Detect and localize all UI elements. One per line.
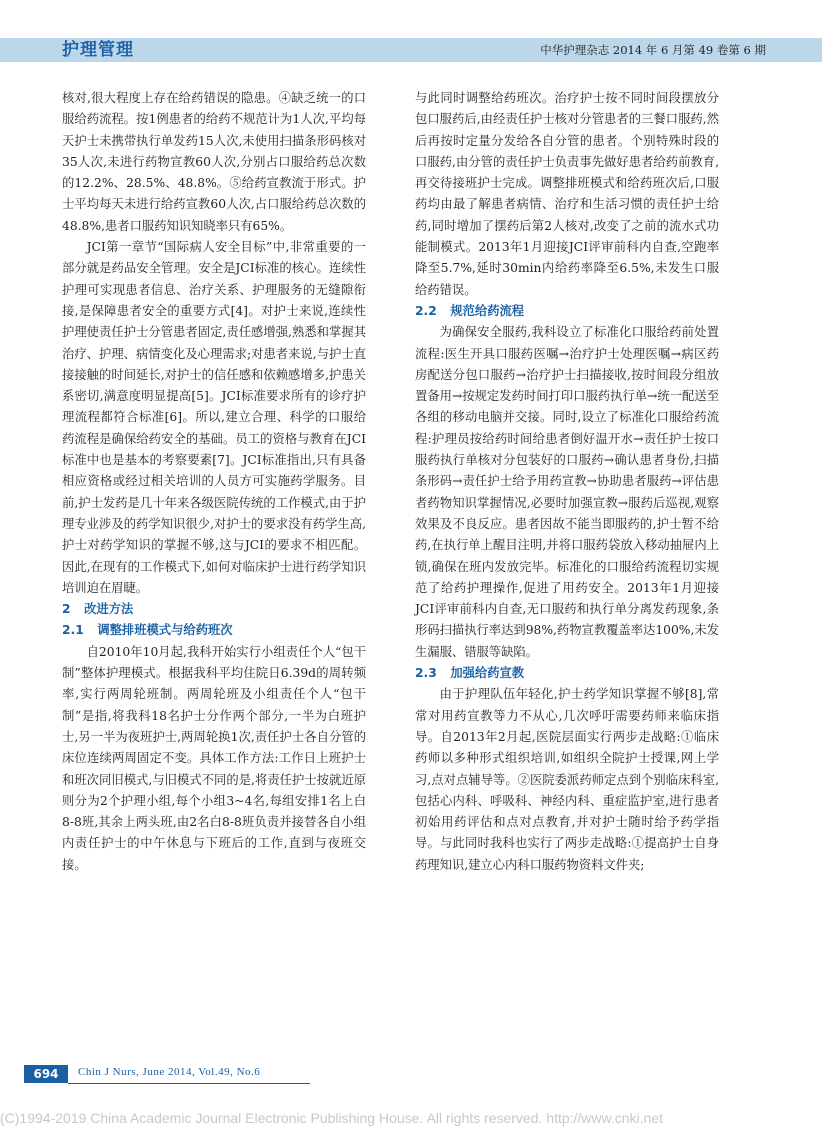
body-paragraph: 自2010年10月起,我科开始实行小组责任个人“包干制”整体护理模式。根据我科平均住院日6.39d的周转频率,实行两周轮班制。两周轮班及小组责任个人“包干制”是指,将我科18名护士分作两个部分,一半为白班护士,另一半为夜班护士,两周轮换1次,责任护士各自分管的床位连续两周固定不变。具体工作方法:工作日上班护士和班次同旧模式,与旧模式不同的是,将责任护士按就近原则分为2个护理小组,每个小组3~4名,每组安排1名上白8-8班,其余上两头班,由2名白8-8班负责并接替各自小组内责任护士的中午休息与下班后的工作,直到与夜班交接。 bbox=[62, 644, 366, 872]
heading-number: 2.1 bbox=[62, 623, 84, 638]
right-column bbox=[415, 88, 719, 876]
body-paragraph: 与此同时调整给药班次。治疗护士按不同时间段摆放分包口服药后,由经责任护士核对分管患者的三餐口服药,然后再按时定量分发给各自分管的患者。个别特殊时段的口服药,由分管的责任护士负责事先做好患者给药前教育,再交待接班护士完成。调整排班模式和给药班次后,口服药均由最了解患者病情、治疗和生活习惯的责任护士给药,同时增加了摆药后第2人核对,改变了之前的流水式功能制模式。2013年1月迎接JCI评审前科内自查,空跑率降至5.7%,延时30min内给药率降至6.5%,未发生口服给药错误。 bbox=[415, 91, 719, 297]
journal-running-head: 中华护理杂志 2014 年 6 月第 49 卷第 6 期 bbox=[540, 43, 766, 57]
heading-number: 2.2 bbox=[415, 303, 437, 318]
heading-text: 加强给药宣教 bbox=[450, 666, 525, 681]
heading-text: 改进方法 bbox=[84, 602, 134, 617]
body-paragraph: JCI第一章节“国际病人安全目标”中,非常重要的一部分就是药品安全管理。安全是JCI标准的核心。连续性护理可实现患者信息、治疗关系、护理服务的无缝隙衔接,是保障患者安全的重要方式[4]。对护士来说,连续性护理使责任护士分管患者固定,责任感增强,熟悉和掌握其治疗、护理、病情变化及心理需求;对患者来说,与护士直接接触的时间延长,对护士的信任感和依赖感增多,护患关系密切,满意度明显提高[5]。JCI标准要求所有的诊疗护理流程都符合标准[6]。所以,建立合理、科学的口服给药流程是确保给药安全的基础。员工的资格与教育在JCI标准中也是基本的考察要素[7]。JCI标准指出,只有具备相应资格或经过相关培训的人员方可实施药学服务。目前,护士发药是几十年来各级医院传统的工作模式,由于护理专业涉及的药学知识很少,对护士的要求没有药学生高,护士对药学知识的掌握不够,这与JCI的要求不相匹配。因此,在现有的工作模式下,如何对临床护士进行药学知识培训迫在眉睫。 bbox=[62, 240, 366, 595]
section-title: 护理管理 bbox=[62, 40, 134, 60]
heading-number: 2 bbox=[62, 602, 71, 617]
page-number: 694 bbox=[24, 1065, 68, 1083]
subsection-heading bbox=[415, 301, 719, 322]
section-heading bbox=[62, 599, 366, 620]
left-column bbox=[62, 88, 366, 876]
body-paragraph: 由于护理队伍年轻化,护士药学知识掌握不够[8],常常对用药宣教等力不从心,几次呼吁需要药师来临床指导。自2013年2月起,医院层面实行两步走战略:①临床药师以多种形式组织培训,如组织全院护士授课,网上学习,点对点辅导等。②医院委派药师定点到个别临床科室,包括心内科、呼吸科、神经内科、重症监护室,进行患者初始用药评估和点对点教育,并对护士随时给予药学指导。与此同时我科也实行了两步走战略:①提高护士自身药理知识,建立心内科口服药物资料文件夹; bbox=[415, 687, 719, 872]
subsection-heading bbox=[415, 663, 719, 684]
heading-text: 调整排班模式与给药班次 bbox=[97, 623, 233, 638]
heading-text: 规范给药流程 bbox=[450, 303, 525, 318]
footer-citation: Chin J Nurs, June 2014, Vol.49, No.6 bbox=[78, 1066, 261, 1078]
copyright-watermark: (C)1994-2019 China Academic Journal Electronic Publishing House. All rights reserved. http://www.cnki.net bbox=[0, 1110, 663, 1126]
body-paragraph: 为确保安全服药,我科设立了标准化口服给药前处置流程:医生开具口服药医嘱→治疗护士处理医嘱→病区药房配送分包口服药→治疗护士扫描接收,按时间段分组放置备用→按规定发药时间打印口服药执行单→统一配送至各组的移动电脑并交接。同时,设立了标准化口服给药流程:护理员按给药时间给患者倒好温开水→责任护士按口服药执行单核对分包装好的口服药→确认患者身份,扫描条形码→责任护士给予用药宣教→协助患者服药→评估患者药物知识掌握情况,必要时加强宣教→服药后巡视,观察效果及不良反应。患者因故不能当即服药的,护士暂不给药,在执行单上醒目注明,并将口服药袋放入移动抽屉内上锁,确保在班内发放完毕。标准化的口服给药流程切实规范了给药护理操作,促进了用药安全。2013年1月迎接JCI评审前科内自查,无口服药和执行单分离发药现象,条形码扫描执行率达到98%,药物宣教覆盖率达100%,未发生漏服、错服等缺陷。 bbox=[415, 325, 719, 659]
subsection-heading bbox=[62, 620, 366, 641]
body-paragraph: 核对,很大程度上存在给药错误的隐患。④缺乏统一的口服给药流程。按1例患者的给药不规范计为1人次,平均每天护士未携带执行单发药15人次,未使用扫描条形码核对35人次,未进行药物宣教60人次,分别占口服给药总次数的12.2%、28.5%、48.8%。⑤给药宣教流于形式。护士平均每天未进行给药宣教60人次,占口服给药总次数的48.8%,患者口服药知识知晓率只有65%。 bbox=[62, 91, 366, 233]
footer-rule bbox=[68, 1083, 310, 1084]
heading-number: 2.3 bbox=[415, 666, 437, 681]
